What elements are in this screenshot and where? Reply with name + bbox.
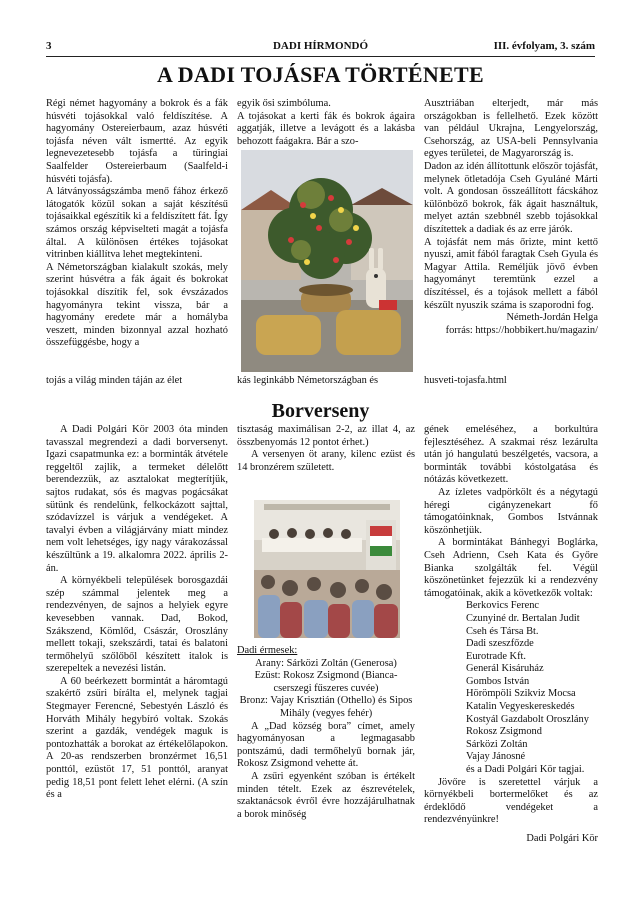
list-item: Katalin Vegyeskereskedés	[466, 701, 575, 713]
page-number: 3	[46, 40, 52, 52]
paragraph: Ausztriában elterjedt, már más országokban is fellelhető. Ezek között van például Ukrajna, Lengyelország, Csehország, az USA-beli Pennsylvania egyes területei, de Magyarország is.	[424, 98, 598, 160]
newspaper-name: DADI HÍRMONDÓ	[272, 40, 369, 52]
paragraph: A 60 beérkezett bormintát a háromtagú szakértő zsűri bírálta el, melynek tagjai Stegmayer Ferencné, Sebestyén László és Horváth Mihály hegybíró voltak. Szokás szerint a gazdák, vendégek maguk is pontozhatták a borokat az értékelőlapokon. A 20-as rendszerben bronzérmet 16,51 ponttól, ezüstöt 17, 51 ponttól, aranyat pedig 18,51 pont felett lehet elérni. (A szín és a	[46, 675, 228, 801]
medal-bronze: Bronz: Vajay Krisztián (Othello) és Sipos Mihály (vegyes fehér)	[239, 695, 413, 719]
paragraph: A bormintákat Bánhegyi Boglárka, Cseh Adrienn, Cseh Kata és Győre Bianka szolgálták fel. Végül köszönetünket fejezzük ki a rendezvény támogatóinak, akik a következők voltak:	[424, 537, 598, 599]
list-item: Generál Kisáruház	[466, 663, 544, 675]
list-item: Kostyál Gazdabolt Oroszlány	[466, 713, 589, 725]
paragraph: Régi német hagyomány a bokrok és a fák húsvéti tojásokkal való feldíszítése. A hagyomány Ostereierbaum, azaz húsvéti tojásfa néven vált ismertté. Az egyik legnevezetesebb tojásfa a türingiai Saalfelder Ostereierbaum (Saalfeld-i húsvéti tojásfa).	[46, 98, 228, 185]
list-item: Dadi szeszfőzde	[466, 638, 534, 650]
page-header	[46, 40, 595, 56]
tojasfa-column-3	[424, 98, 598, 337]
paragraph: A Dadi Polgári Kör 2003 óta minden tavasszal megrendezi a dadi borversenyt. Igazi csapatmunka ez: a borminták átvétele reggeltől zajlik, a termeket délelőtt berendezzük, az asztalokat megterítjük, sajtos rudakat, sós és magvas pogácsákat sütünk és rendelünk, felkockázott sajttal, szódavízzel is várjuk a vendégeket. A tavalyi évben a világjárvány miatt mindez nem volt lehetséges, így nagy várakozással készültünk a 19. alkalomra 2022. április 2-án.	[46, 424, 228, 574]
medal-silver: Ezüst: Rokosz Zsigmond (Bianca-cserszegi fűszeres cuvée)	[254, 670, 398, 694]
borverseny-column-2-top	[237, 424, 415, 474]
author: Németh-Jordán Helga	[506, 312, 598, 324]
paragraph: A tojásfát nem más őrizte, mint kettő nyuszi, amit fából faragtak Cseh Gyula és Magyar Attila. Reméljük jövő évben hagyományt teremtünk ezzel a díszítéssel, és a tojások mellett a fából készült nyuszik száma is szaporodni fog.	[424, 236, 598, 311]
article-title-borverseny: Borverseny	[271, 400, 370, 422]
sponsor-list	[424, 600, 598, 776]
signature: Dadi Polgári Kör	[526, 833, 598, 844]
list-item: Czunyiné dr. Bertalan Judit	[466, 612, 580, 624]
egg-tree-photo	[241, 150, 413, 372]
list-item: és a Dadi Polgári Kör tagjai.	[466, 764, 585, 776]
wine-competition-photo	[254, 500, 400, 638]
list-item: Eurotrade Kft.	[466, 650, 527, 662]
article-title-tojasfa: A DADI TOJÁSFA TÖRTÉNETE	[157, 62, 484, 87]
list-item: Cseh és Társa Bt.	[466, 625, 539, 637]
tojasfa-column-2-top: egyik ősi szimbóluma. A tojásokat a kerti fák és bokrok ágaira aggatják, illetve a levágott és a lakásba behozott faágakra. Bár a szo-	[237, 98, 415, 147]
list-item: Sárközi Zoltán	[466, 738, 528, 750]
tojasfa-spanning-line	[46, 375, 595, 388]
list-item: Rokosz Zsigmond	[466, 726, 542, 738]
paragraph: A környékbeli települések borosgazdái szép számmal jelentek meg a rendezvényen, de sajnos a helyiek egyre kevesebben vannak. Dad, Bokod, Szákszend, Kömlőd, Császár, Oroszlány mellett tokaji, szekszárdi, tatai és balatoni termőhelyű szőlőből készített italok is szerepeltek a nevezési listán.	[46, 575, 228, 675]
closing-paragraph: Jövőre is szeretettel várjuk a környékbeli bortermelőket és az érdeklődő vendégeket a rendezvényünkre!	[424, 776, 598, 826]
list-item: Gombos István	[466, 675, 530, 687]
paragraph: tisztaság maximálisan 2-2, az illat 4, az összbenyomás 12 pontot érhet.)	[237, 424, 415, 448]
borverseny-column-2-bottom	[237, 645, 415, 821]
paragraph: gének emeléséhez, a borkultúra fejlesztéséhez. A szakmai rész lezárulta után jó hangulatú beszélgetés, vacsora, a borminták további kóstolgatása és nótázás következett.	[424, 424, 598, 486]
source-line: forrás: https://hobbikert.hu/magazin/	[445, 324, 598, 336]
paragraph: A Németországban kialakult szokás, mely szerint húsvétra a fák ágait és bokrokat tojásokkal díszítik fel, sok évszázados hagyományra tekint vissza, bár a hagyomány eredete már a homályba veszett, minden bizonnyal azzal hozható összefüggésbe, hogy a	[46, 261, 228, 349]
medal-gold: Arany: Sárközi Zoltán (Generosa)	[255, 657, 397, 669]
list-item: Hörömpöli Szikviz Mocsa	[466, 688, 576, 700]
paragraph: A „Dad község bora” címet, amely hagyományosan a legmagasabb pontszámú, dadi termőhelyű bornak jár, Rokosz Zsigmond vehette át.	[237, 720, 415, 770]
paragraph: A látványosságszámba menő fához érkező látogatók közül sokan a saját készítésű tojásaikkal egészítik ki a feldíszített fát. Így számos ország képviselteti magát a tojásfa által. A különösen értékes tojásokat vitrinben kiállítva lehet megtekinteni.	[46, 186, 228, 261]
tojasfa-column-1	[46, 98, 228, 364]
spanning-text-1: tojás a világ minden táján az élet	[46, 375, 183, 386]
paragraph: Dadon az idén állítottunk először tojásfát, melynek ötletadója Cseh Gyuláné Márti volt. A gondosan összeállított fácskához különböző bokrok, fák ágait használtuk, melyet aztán szebbnél szebb tojásokkal díszítettek a dadiak és az erre járók.	[424, 160, 598, 235]
list-item: Vajay Jánosné	[466, 751, 526, 763]
header-rule	[46, 56, 595, 57]
borverseny-column-3	[424, 424, 598, 846]
medals-heading: Dadi érmesek:	[237, 645, 298, 656]
spanning-text-2: kás leginkább Németországban és	[237, 375, 379, 386]
paragraph: A versenyen öt arany, kilenc ezüst és 14 bronzérem született.	[237, 449, 415, 473]
spanning-text-3: husveti-tojasfa.html	[424, 375, 507, 386]
issue-label: III. évfolyam, 3. szám	[493, 40, 595, 52]
borverseny-column-1	[46, 424, 228, 802]
list-item: Berkovics Ferenc	[466, 600, 539, 612]
paragraph: A zsűri egyenként szóban is értékelt minden tételt. Ezek az észrevételek, szaktanácsok évről évre hozzájárulhatnak a borok minőség	[237, 770, 415, 820]
paragraph: Az ízletes vadpörkölt és a négytagú héregi cigányzenekart fő támogatóinknak, Gombos Istvánnak köszönhetjük.	[424, 486, 598, 536]
